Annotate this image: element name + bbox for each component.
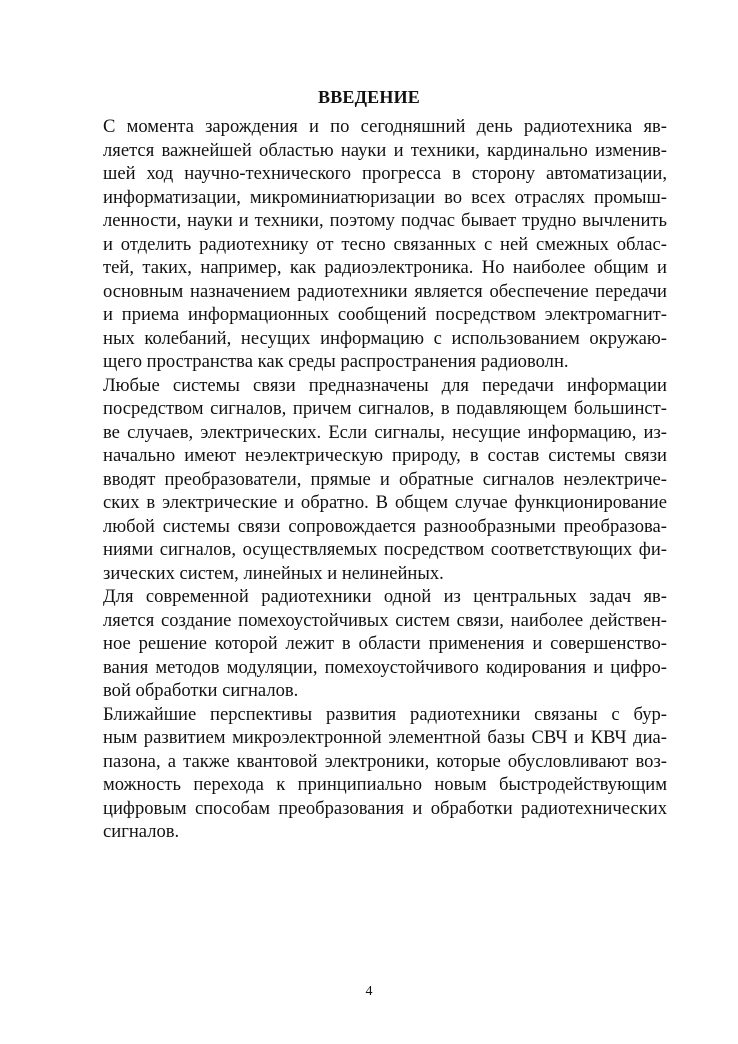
paragraph-line: основным назначением радиотехники является обеспечение передачи xyxy=(103,280,667,302)
paragraph-line: и приема информационных сообщений посредством электромагнит- xyxy=(103,304,667,325)
paragraph-line: вводят преобразователи, прямые и обратные сигналов неэлектриче- xyxy=(103,468,667,490)
paragraph-line: ное решение которой лежит в области применения и совершенство- xyxy=(103,633,667,654)
paragraph-line: можность перехода к принципиально новым быстродействующим xyxy=(103,774,667,795)
paragraph-line: шей ход научно-технического прогресса в сторону автоматизации, xyxy=(103,163,667,184)
paragraph-3 xyxy=(103,585,667,703)
paragraph-line: ных колебаний, несущих информацию с использованием окружаю- xyxy=(103,327,667,349)
paragraph-line: сигналов. xyxy=(103,821,180,842)
paragraph-line: ленности, науки и техники, поэтому подчас бывает трудно вычленить xyxy=(103,210,667,231)
paragraph-line: посредством сигналов, причем сигналов, в подавляющем большинст- xyxy=(103,398,667,419)
paragraph-4 xyxy=(103,703,667,844)
paragraph-line: С момента зарождения и по сегодняшний день радиотехника яв- xyxy=(103,116,667,137)
page-title: ВВЕДЕНИЕ xyxy=(317,87,420,107)
paragraph-line: ляется создание помехоустойчивых систем связи, наиболее действен- xyxy=(103,609,667,631)
paragraph-line: ских в электрические и обратно. В общем случае функционирование xyxy=(103,492,667,513)
paragraph-line: ляется важнейшей областью науки и техники, кардинально изменив- xyxy=(103,139,667,161)
paragraph-line: зических систем, линейных и нелинейных. xyxy=(103,562,444,584)
paragraph-line: ниями сигналов, осуществляемых посредством соответствующих фи- xyxy=(103,539,667,560)
paragraph-line: Ближайшие перспективы развития радиотехники связаны с бур- xyxy=(103,703,667,725)
paragraph-line: Для современной радиотехники одной из центральных задач яв- xyxy=(103,586,667,607)
paragraph-line: тей, таких, например, как радиоэлектроника. Но наиболее общим и xyxy=(103,257,667,278)
paragraph-line: цифровым способам преобразования и обработки радиотехнических xyxy=(103,797,667,819)
paragraph-line: Любые системы связи предназначены для передачи информации xyxy=(103,374,667,396)
body-text xyxy=(103,115,667,844)
paragraph-line: и отделить радиотехнику от тесно связанных с ней смежных облас- xyxy=(103,233,667,255)
paragraph-line: вания методов модуляции, помехоустойчивого кодирования и цифро- xyxy=(103,656,667,678)
paragraph-line: информатизации, микроминиатюризации во всех отраслях промыш- xyxy=(103,186,667,208)
paragraph-line: вой обработки сигналов. xyxy=(103,680,299,701)
paragraph-line: любой системы связи сопровождается разнообразными преобразова- xyxy=(103,515,667,537)
paragraph-line: щего пространства как среды распространения радиоволн. xyxy=(103,351,569,372)
paragraph-line: пазона, а также квантовой электроники, которые обусловливают воз- xyxy=(103,750,667,772)
paragraph-line: ве случаев, электрических. Если сигналы, несущие информацию, из- xyxy=(103,421,667,443)
page-number: 4 xyxy=(365,984,373,999)
paragraph-line: начально имеют неэлектрическую природу, в состав системы связи xyxy=(103,445,667,466)
paragraph-line: ным развитием микроэлектронной элементной базы СВЧ и КВЧ диа- xyxy=(103,727,667,748)
paragraph-1 xyxy=(103,115,667,374)
paragraph-2 xyxy=(103,374,667,586)
